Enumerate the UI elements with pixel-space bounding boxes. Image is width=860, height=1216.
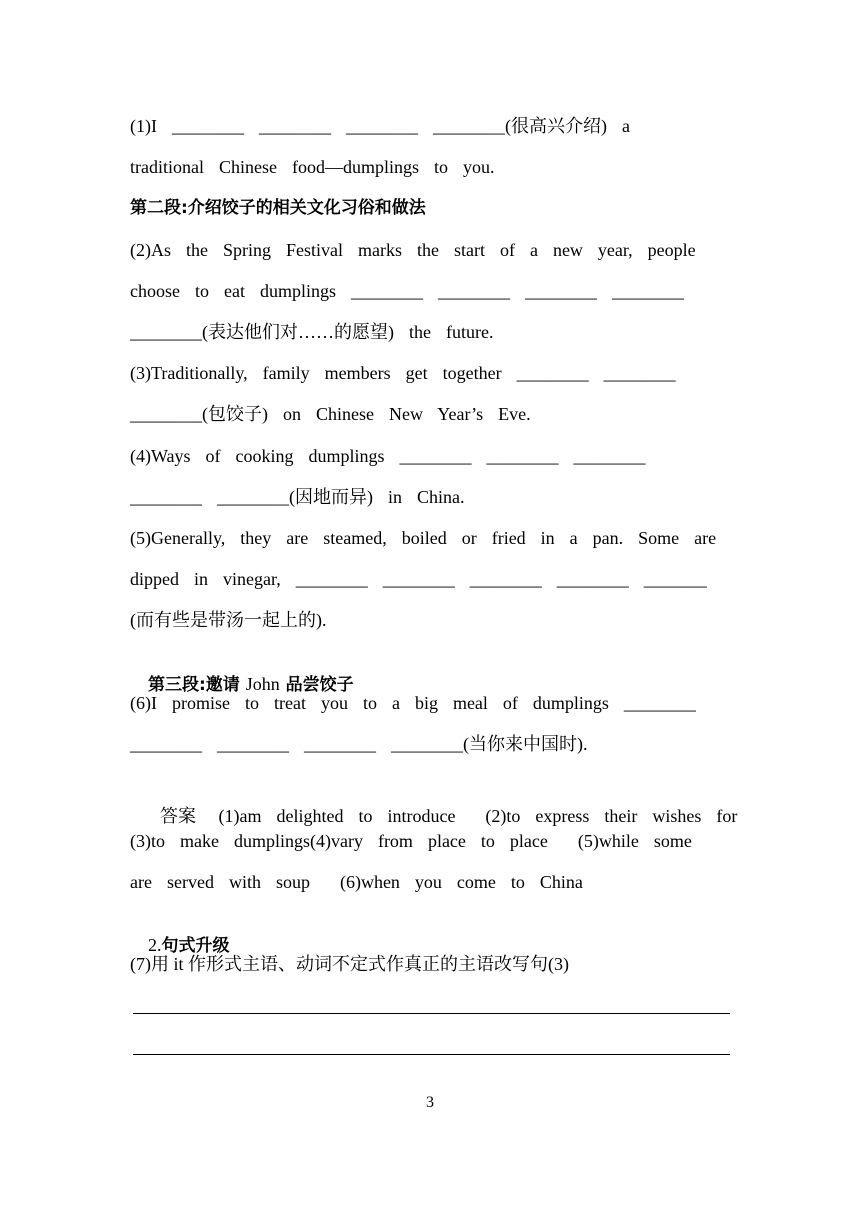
section-2-heading: 第二段:介绍饺子的相关文化习俗和做法 [130,198,426,218]
answer-writing-line-1 [133,1013,730,1014]
question-1-line-2: traditional Chinese food—dumplings to you. [130,157,495,177]
answer-writing-line-2 [133,1054,730,1055]
question-6-line-1: (6)I promise to treat you to a big meal of dumplings ________ [130,693,696,713]
question-4-line-2: ________ ________(因地而异) in China. [130,487,465,507]
section-3-heading-suffix: 品尝饺子 [279,675,354,695]
answer-label: 答案 [160,806,196,827]
question-4-line-1: (4)Ways of cooking dumplings ________ ________ ________ [130,446,646,466]
answer-line-2: (3)to make dumplings(4)vary from place to place (5)while some [130,831,692,851]
question-2-line-2: choose to eat dumplings ________ ________ ________ ________ [130,281,684,301]
question-5-line-3: (而有些是带汤一起上的). [130,610,327,630]
section-pattern-title: 句式升级 [161,936,230,956]
page-number: 3 [426,1094,434,1111]
question-2-line-3: ________(表达他们对……的愿望) the future. [130,322,494,342]
question-6-line-2: ________ ________ ________ ________(当你来中国时). [130,734,588,754]
question-1-line-1: (1)I ________ ________ ________ ________(很高兴介绍) a [130,116,630,136]
question-3-line-1: (3)Traditionally, family members get together ________ ________ [130,363,676,383]
question-5-line-1: (5)Generally, they are steamed, boiled or fried in a pan. Some are [130,528,717,548]
question-2-line-1: (2)As the Spring Festival marks the start of a new year, people [130,240,696,260]
answer-line-3: are served with soup (6)when you come to China [130,872,583,892]
answer-text-1: (1)am delighted to introduce (2)to express their wishes for [196,806,738,826]
question-7-line-1: (7)用 it 作形式主语、动词不定式作真正的主语改写句(3) [130,954,569,974]
section-pattern-number: 2. [148,935,162,955]
question-3-line-2: ________(包饺子) on Chinese New Year’s Eve. [130,404,531,424]
section-3-heading-prefix: 第三段:邀请 [148,675,246,695]
section-3-heading-name: John [245,674,280,694]
question-5-line-2: dipped in vinegar, ________ ________ ________ ________ _______ [130,569,707,589]
